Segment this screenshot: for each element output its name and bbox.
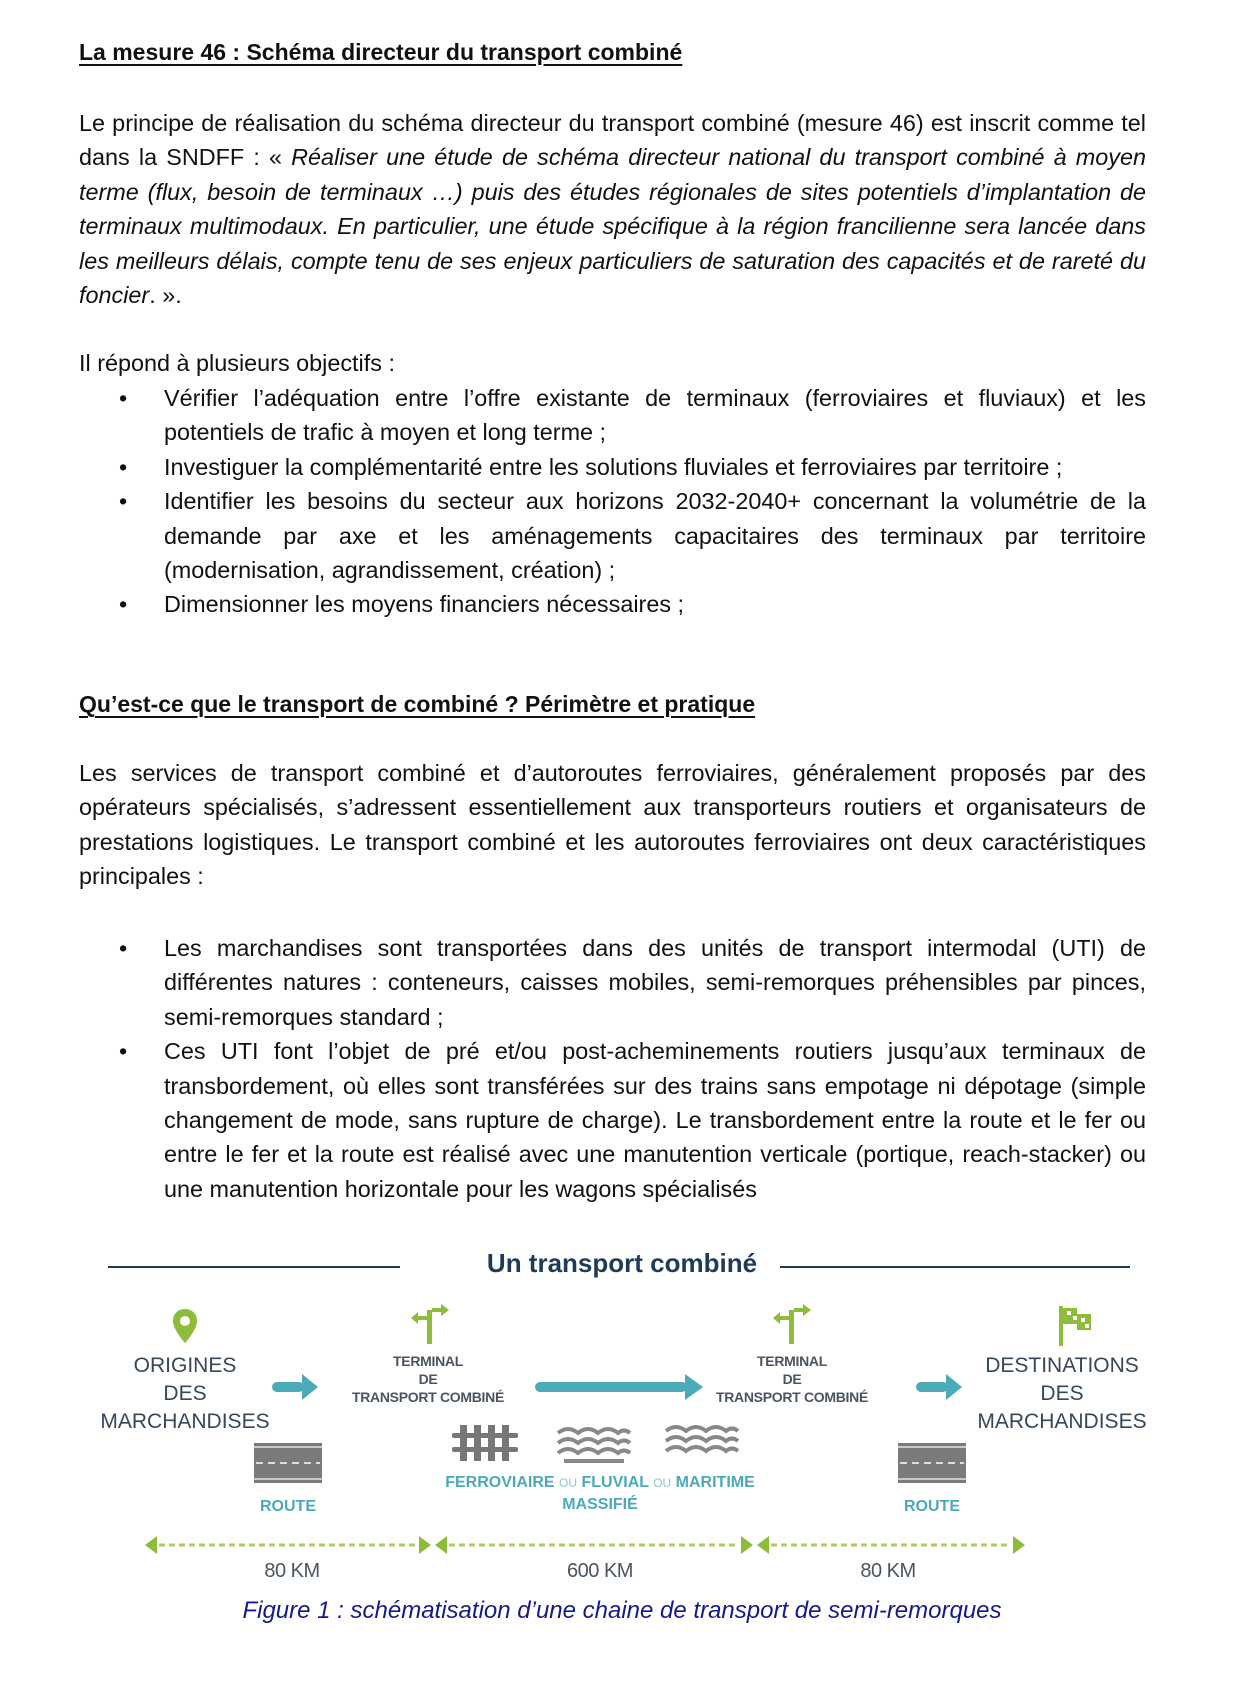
route-right-label: ROUTE [904, 1498, 960, 1515]
arrow-right-icon [916, 1372, 964, 1402]
figure-caption: Figure 1 : schématisation d’une chaine de transport de semi-remorques [242, 1597, 1002, 1624]
combine-paragraph: Les services de transport combiné et d’autoroutes ferroviaires, généralement proposés par des opérateurs spécialisés, s’adressent essentiellement aux transporteurs routiers et organisateurs de prestations logistiques. Le transport combiné et les autoroutes ferroviaires ont deux caractéristiques principales : [79, 760, 1146, 890]
river-waves-icon [554, 1425, 634, 1465]
distance-main-leg: 600 KM [567, 1560, 633, 1582]
list-item: • Ces UTI font l’objet de pré et/ou post-acheminements routiers jusqu’aux terminaux de transbordement, où elles sont transférées sur des trains sans empotage ni dépotage (simple changement de mode, sans rupture de charge). Le transbordement entre la route et le fer ou entre le fer et la route est réalisé avec une manutention verticale (portique, reach-stacker) ou une manutention horizontale pour les wagons spécialisés [79, 1034, 1146, 1206]
intro-paragraph [79, 106, 1146, 312]
long-arrow-right-icon [535, 1372, 705, 1402]
railway-track-icon [452, 1423, 518, 1463]
characteristics-list [79, 931, 1146, 1206]
objectives-lead: Il répond à plusieurs objectifs : [79, 350, 395, 376]
list-item: • Vérifier l’adéquation entre l’offre existante de terminaux (ferroviaires et fluviaux) et les potentiels de trafic à moyen et long terme ; [79, 381, 1146, 450]
distance-route-left: 80 KM [264, 1560, 320, 1582]
sea-waves-icon [662, 1423, 742, 1463]
modes-label: FERROVIAIRE OU FLUVIAL OU MARITIME MASSIFIÉ [445, 1474, 755, 1513]
destination-label: DESTINATIONS DES MARCHANDISES [977, 1354, 1147, 1433]
bullet-icon: • [119, 488, 128, 515]
checkered-flag-icon [1057, 1306, 1093, 1346]
road-icon [254, 1443, 322, 1483]
diagram-title: Un transport combiné [486, 1248, 758, 1278]
bullet-icon: • [119, 935, 128, 961]
distance-arrows-icon [145, 1533, 1045, 1557]
signpost-icon [772, 1302, 812, 1344]
intro-quote: Réaliser une étude de schéma directeur national du transport combiné à moyen terme (flux, besoin de terminaux …) puis des études régionales de sites potentiels d’implantation de terminaux multimodaux. En particulier, une étude spécifique à la région francilienne sera lancée dans les meilleurs délais, compte tenu de ses enjeux particuliers de saturation des capacités et de rareté du foncier [79, 144, 1146, 309]
bullet-icon: • [119, 1038, 128, 1065]
terminal-2-label: TERMINAL DE TRANSPORT COMBINÉ [715, 1353, 868, 1405]
bullet-icon: • [119, 453, 128, 480]
bullet-icon: • [119, 591, 128, 618]
road-icon [898, 1443, 966, 1483]
route-left-label: ROUTE [260, 1498, 316, 1515]
map-pin-icon [172, 1308, 198, 1344]
list-item: • Dimensionner les moyens financiers nécessaires ; [79, 587, 1146, 621]
intro-end: . ». [149, 282, 182, 309]
intro-plain: Le principe de réalisation du schéma directeur du transport combiné (mesure 46) est inscrit comme tel dans la SNDFF : « [79, 110, 1146, 171]
objectives-list [79, 381, 1146, 622]
list-item: • Identifier les besoins du secteur aux horizons 2032-2040+ concernant la volumétrie de la demande par axe et les aménagements capacitaires des terminaux par territoire (modernisation, agrandissement, création) ; [79, 484, 1146, 587]
arrow-right-icon [272, 1372, 320, 1402]
combined-transport-diagram [0, 1240, 1244, 1600]
list-item: • Investiguer la complémentarité entre les solutions fluviales et ferroviaires par territoire ; [79, 450, 1146, 484]
heading-mesure-46: La mesure 46 : Schéma directeur du transport combiné [79, 39, 683, 65]
signpost-icon [410, 1302, 450, 1344]
terminal-1-label: TERMINAL DE TRANSPORT COMBINÉ [351, 1353, 504, 1405]
bullet-icon: • [119, 385, 128, 411]
title-rule-right [780, 1266, 1130, 1268]
origin-label: ORIGINES DES MARCHANDISES [100, 1354, 270, 1433]
distance-route-right: 80 KM [860, 1560, 916, 1582]
list-item: • Les marchandises sont transportées dans des unités de transport intermodal (UTI) de différentes natures : conteneurs, caisses mobiles, semi-remorques préhensibles par pinces, semi-remorques standard ; [79, 931, 1146, 1034]
heading-perimetre: Qu’est-ce que le transport de combiné ? Périmètre et pratique [79, 691, 756, 717]
